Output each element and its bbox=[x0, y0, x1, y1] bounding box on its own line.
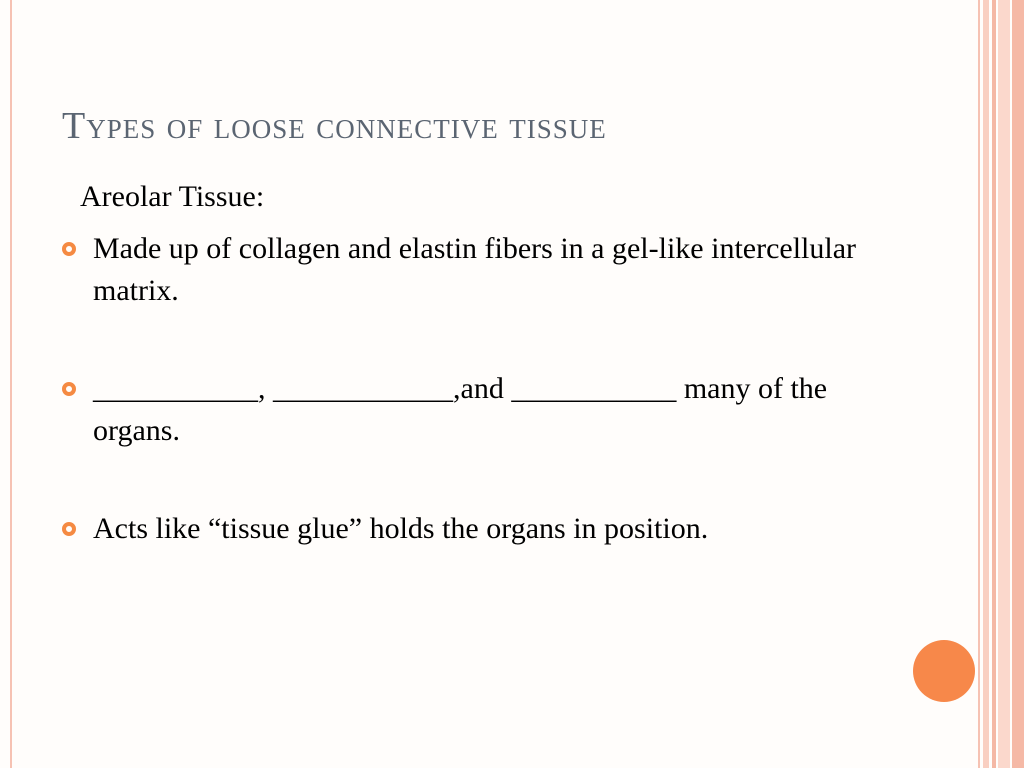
bullet-ring-icon bbox=[62, 382, 76, 396]
frame-left-line bbox=[10, 0, 12, 768]
subheading: Areolar Tissue: bbox=[80, 180, 265, 213]
bullet-item bbox=[62, 508, 892, 550]
right-stripe bbox=[983, 0, 989, 768]
right-stripe bbox=[1012, 0, 1024, 768]
bullet-ring-icon bbox=[62, 242, 76, 256]
slide-title: Types of loose connective tissue bbox=[62, 105, 607, 147]
right-stripe bbox=[978, 0, 980, 768]
bullet-text: Made up of collagen and elastin fibers in a gel-like intercellular matrix. bbox=[93, 232, 857, 307]
bullet-item bbox=[62, 368, 892, 452]
bullet-item bbox=[62, 228, 892, 312]
bullet-text: ___________, ____________,and ___________ many of the organs. bbox=[93, 372, 828, 447]
bullet-text: Acts like “tissue glue” holds the organs in position. bbox=[93, 512, 709, 545]
right-stripe bbox=[992, 0, 996, 768]
orange-circle-decoration-icon bbox=[913, 640, 975, 702]
right-stripe bbox=[998, 0, 1010, 768]
bullet-ring-icon bbox=[62, 522, 76, 536]
